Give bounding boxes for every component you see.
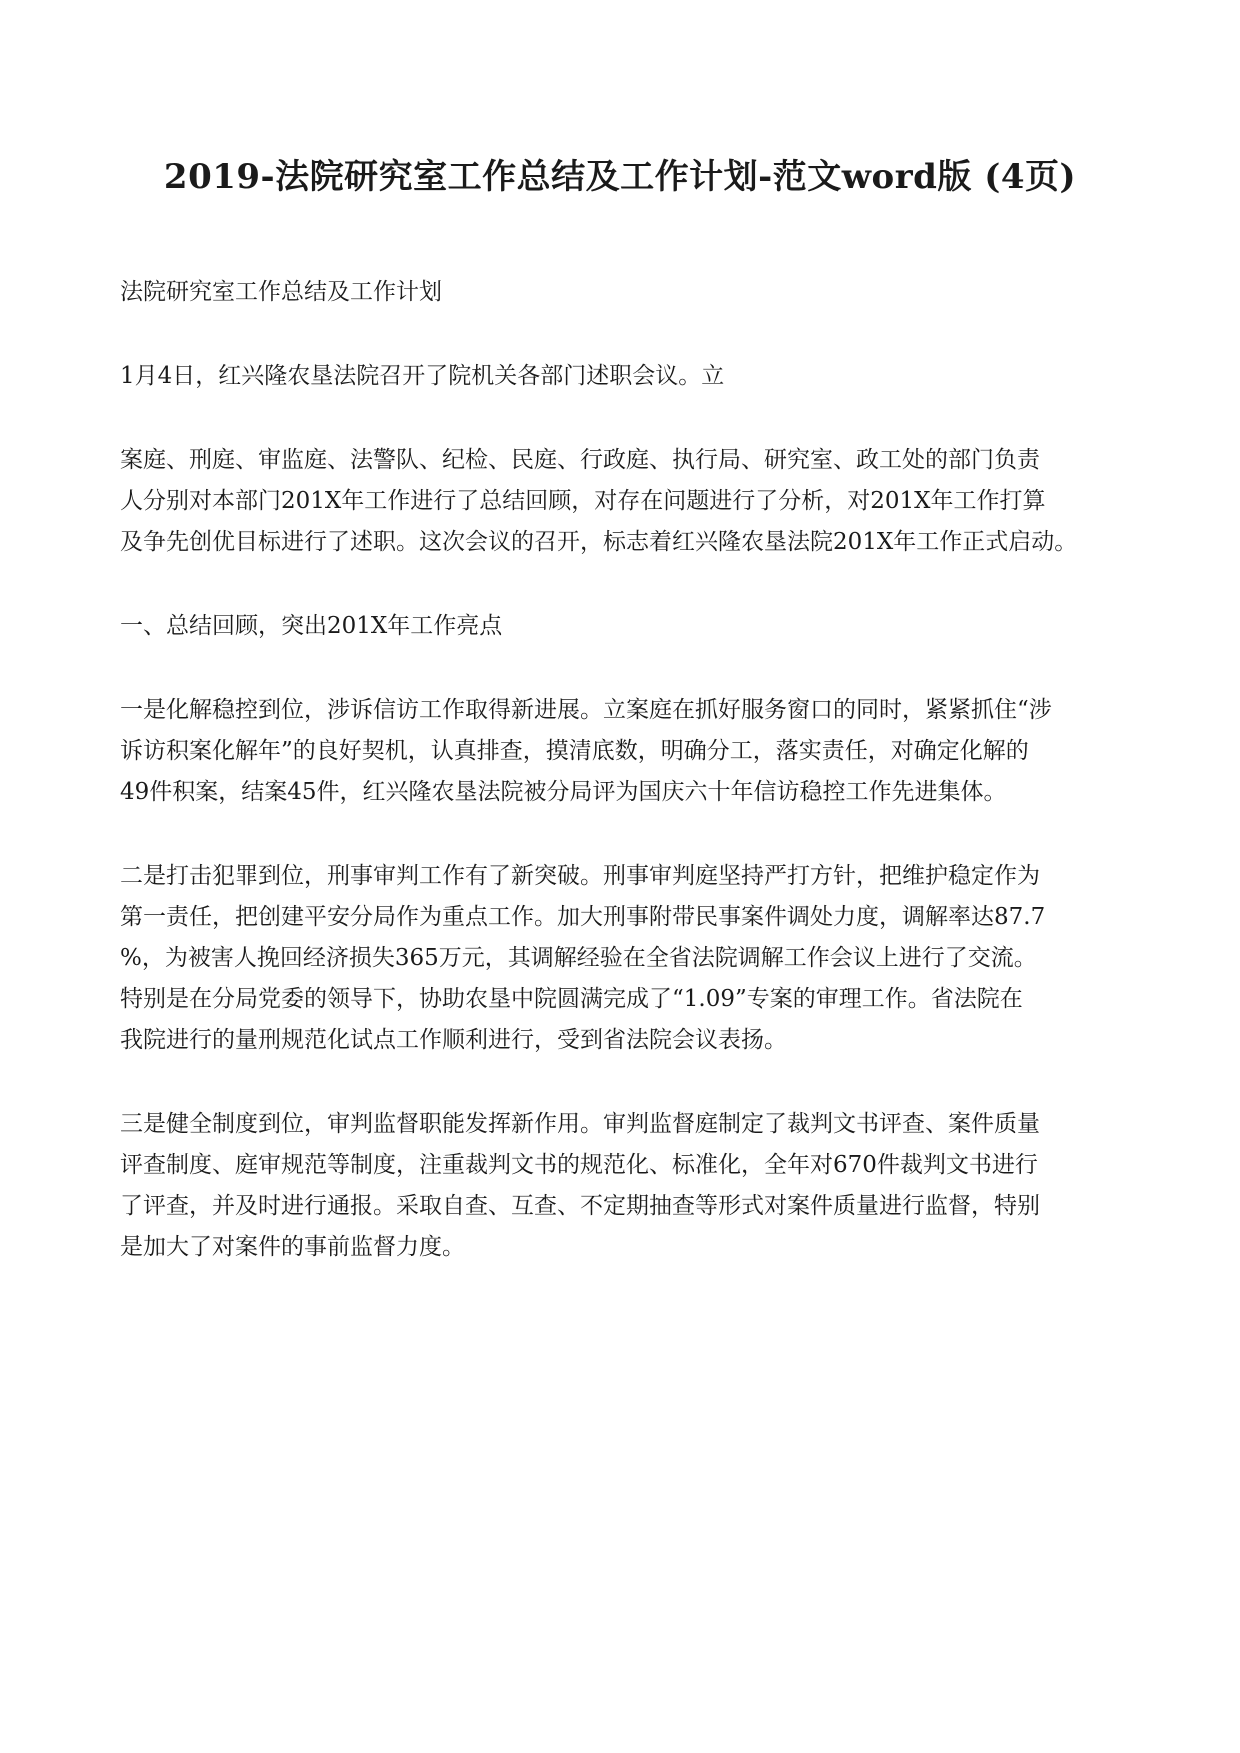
paragraph-line: 评查制度、庭审规范等制度，注重裁判文书的规范化、标准化，全年对670件裁判文书进行 (120, 1152, 1038, 1178)
paragraph-line: 特别是在分局党委的领导下，协助农垦中院圆满完成了“1.09”专案的审理工作。省法院在 (120, 986, 1023, 1012)
paragraph-line: 第一责任，把创建平安分局作为重点工作。加大刑事附带民事案件调处力度，调解率达87.7 (120, 904, 1046, 930)
paragraph-line: 1月4日，红兴隆农垦法院召开了院机关各部门述职会议。立 (120, 363, 725, 389)
paragraph-line: 是加大了对案件的事前监督力度。 (120, 1234, 465, 1260)
paragraph-line: 一是化解稳控到位，涉诉信访工作取得新进展。立案庭在抓好服务窗口的同时，紧紧抓住“涉 (120, 697, 1052, 723)
paragraph-line: 49件积案，结案45件，红兴隆农垦法院被分局评为国庆六十年信访稳控工作先进集体。 (120, 779, 1007, 805)
paragraph-line: 及争先创优目标进行了述职。这次会议的召开，标志着红兴隆农垦法院201X年工作正式启动。 (120, 529, 1078, 555)
document-title: 2019-法院研究室工作总结及工作计划-范文word版 (4页) (163, 157, 1077, 197)
paragraph-supervision (120, 1104, 1120, 1268)
subtitle-line: 法院研究室工作总结及工作计划 (120, 279, 442, 305)
paragraph-line: 我院进行的量刑规范化试点工作顺利进行，受到省法院会议表扬。 (120, 1027, 787, 1053)
paragraph-line: 人分别对本部门201X年工作进行了总结回顾，对存在问题进行了分析，对201X年工作打算 (120, 488, 1046, 514)
paragraph-criminal-trial (120, 856, 1120, 1061)
paragraph-petition-work (120, 690, 1120, 813)
paragraph-line: 案庭、刑庭、审监庭、法警队、纪检、民庭、行政庭、执行局、研究室、政工处的部门负责 (120, 447, 1040, 473)
paragraph-line: 三是健全制度到位，审判监督职能发挥新作用。审判监督庭制定了裁判文书评查、案件质量 (120, 1111, 1040, 1137)
paragraph-line: 二是打击犯罪到位，刑事审判工作有了新突破。刑事审判庭坚持严打方针，把维护稳定作为 (120, 863, 1040, 889)
paragraph-meeting-intro (120, 356, 1120, 397)
section-heading-1 (120, 606, 1120, 647)
document-subtitle (120, 272, 1120, 313)
paragraph-line: 了评查，并及时进行通报。采取自查、互查、不定期抽查等形式对案件质量进行监督，特别 (120, 1193, 1040, 1219)
paragraph-department-review (120, 440, 1120, 563)
paragraph-line: %，为被害人挽回经济损失365万元，其调解经验在全省法院调解工作会议上进行了交流。 (120, 945, 1037, 971)
section-heading-line: 一、总结回顾，突出201X年工作亮点 (120, 613, 503, 639)
paragraph-line: 诉访积案化解年”的良好契机，认真排查，摸清底数，明确分工，落实责任，对确定化解的 (120, 738, 1029, 764)
